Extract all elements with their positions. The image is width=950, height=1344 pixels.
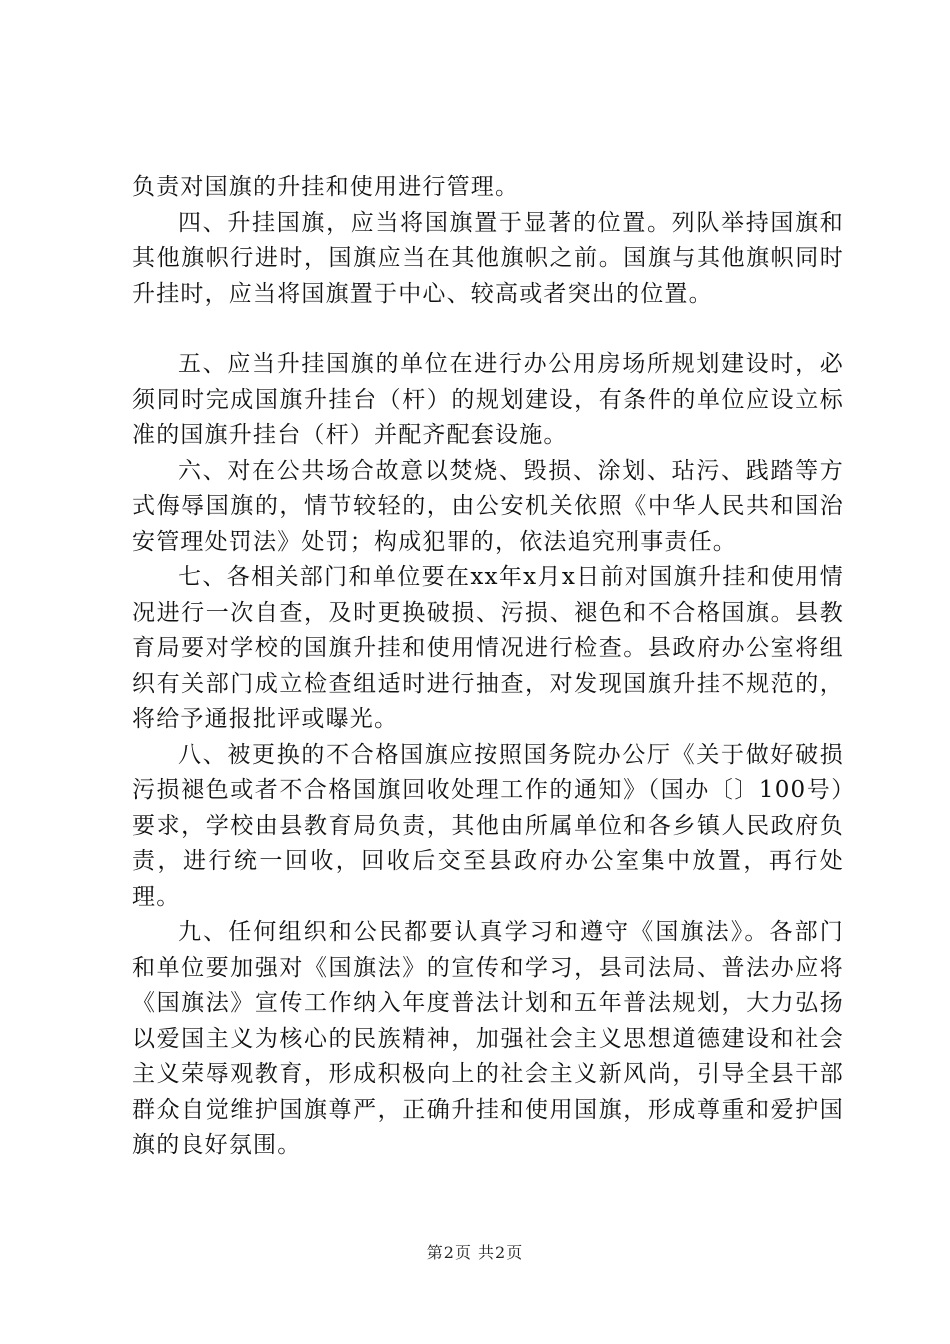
paragraph-item-6: 六、对在公共场合故意以焚烧、毁损、涂划、玷污、践踏等方式侮辱国旗的，情节较轻的，由公安机关依照《中华人民共和国治安管理处罚法》处罚；构成犯罪的，依法追究刑事责任。 [132, 457, 844, 555]
paragraph-item-5: 五、应当升挂国旗的单位在进行办公用房场所规划建设时，必须同时完成国旗升挂台（杆）的规划建设，有条件的单位应设立标准的国旗升挂台（杆）并配齐配套设施。 [132, 351, 844, 448]
page-number-footer: 第2页 共2页 [426, 1243, 524, 1262]
paragraph-item-8: 八、被更换的不合格国旗应按照国务院办公厅《关于做好破损污损褪色或者不合格国旗回收处理工作的通知》（国办〔〕100号）要求，学校由县教育局负责，其他由所属单位和各乡镇人民政府负责，进行统一回收，回收后交至县政府办公室集中放置，再行处理。 [132, 741, 844, 910]
paragraph-continuation: 负责对国旗的升挂和使用进行管理。 [132, 174, 520, 200]
paragraph-item-7: 七、各相关部门和单位要在xx年x月x日前对国旗升挂和使用情况进行一次自查，及时更换破损、污损、褪色和不合格国旗。县教育局要对学校的国旗升挂和使用情况进行检查。县政府办公室将组织有关部门成立检查组适时进行抽查，对发现国旗升挂不规范的，将给予通报批评或曝光。 [132, 564, 844, 732]
paragraph-item-9: 九、任何组织和公民都要认真学习和遵守《国旗法》。各部门和单位要加强对《国旗法》的宣传和学习，县司法局、普法办应将《国旗法》宣传工作纳入年度普法计划和五年普法规划，大力弘扬以爱国主义为核心的民族精神，加强社会主义思想道德建设和社会主义荣辱观教育，形成积极向上的社会主义新风尚，引导全县干部群众自觉维护国旗尊严，正确升挂和使用国旗，形成尊重和爱护国旗的良好氛围。 [132, 919, 844, 1158]
paragraph-item-4: 四、升挂国旗，应当将国旗置于显著的位置。列队举持国旗和其他旗帜行进时，国旗应当在其他旗帜之前。国旗与其他旗帜同时升挂时，应当将国旗置于中心、较高或者突出的位置。 [132, 209, 844, 307]
document-body [132, 170, 844, 1164]
